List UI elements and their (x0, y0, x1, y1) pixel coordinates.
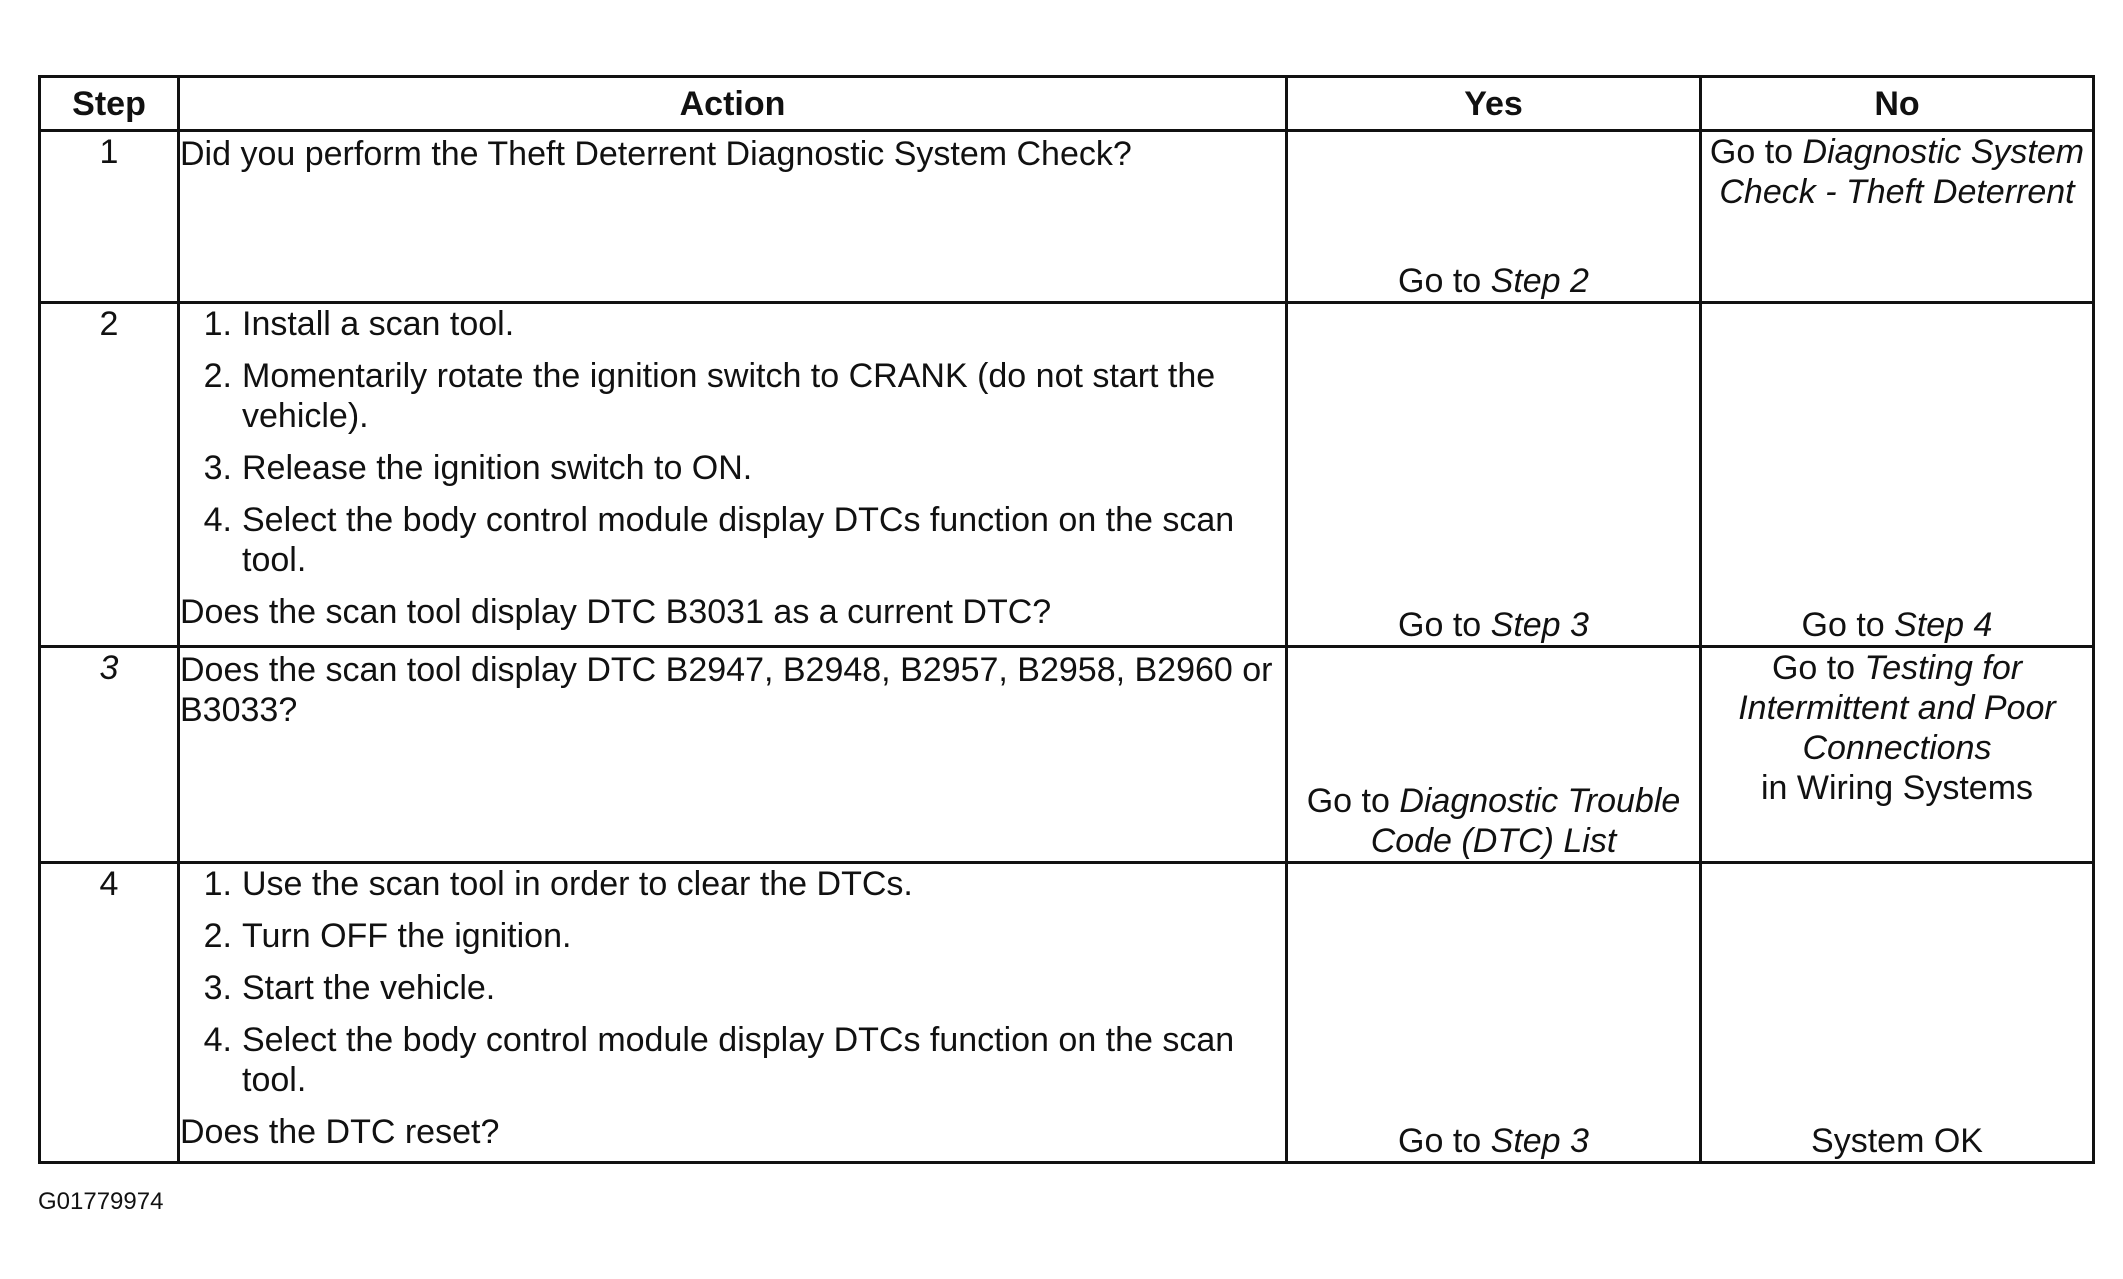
action-question: Does the scan tool display DTC B2947, B2948, B2957, B2958, B2960 or B3033? (180, 651, 1273, 729)
no-cell (1701, 863, 2094, 1163)
yes-prefix: Go to (1398, 1122, 1491, 1160)
no-suffix: in Wiring Systems (1760, 769, 2034, 807)
yes-link-step-3[interactable]: Step 3 (1490, 1122, 1589, 1160)
no-result-text: System OK (1811, 1122, 1983, 1160)
list-item: 1. Use the scan tool in order to clear the DTCs. (203, 865, 913, 903)
table-header-row (40, 77, 2094, 131)
header-no: No (1701, 77, 2094, 131)
action-cell (179, 131, 1287, 303)
action-steps-list (180, 304, 1285, 580)
action-question: Does the DTC reset? (180, 1113, 500, 1151)
no-cell (1701, 647, 2094, 863)
yes-prefix: Go to (1398, 262, 1491, 300)
no-prefix: Go to (1771, 649, 1865, 687)
list-item: 2. Momentarily rotate the ignition switch to CRANK (do not start the vehicle). (203, 357, 1216, 435)
yes-link-dtc-list[interactable]: Diagnostic Trouble Code (DTC) List (1370, 782, 1681, 860)
list-item: 2. Turn OFF the ignition. (203, 917, 572, 955)
no-link-diagnostic-system-check[interactable]: Diagnostic System Check - Theft Deterrent (1719, 133, 2085, 211)
step-number: 3 (40, 647, 179, 863)
no-link-step-4[interactable]: Step 4 (1894, 606, 1993, 644)
header-action: Action (179, 77, 1287, 131)
no-cell (1701, 303, 2094, 647)
action-question: Does the scan tool display DTC B3031 as a current DTC? (180, 593, 1052, 631)
no-prefix: Go to (1709, 133, 1803, 171)
header-yes: Yes (1287, 77, 1701, 131)
yes-cell (1287, 303, 1701, 647)
step-number: 4 (40, 863, 179, 1163)
yes-link-step-2[interactable]: Step 2 (1490, 262, 1589, 300)
list-item: 3. Release the ignition switch to ON. (203, 449, 753, 487)
list-item: 4. Select the body control module display DTCs function on the scan tool. (203, 501, 1235, 579)
table-row (40, 131, 2094, 303)
step-number: 1 (40, 131, 179, 303)
yes-prefix: Go to (1306, 782, 1400, 820)
list-item: 4. Select the body control module display DTCs function on the scan tool. (203, 1021, 1235, 1099)
no-cell (1701, 131, 2094, 303)
diagnostic-table (38, 75, 2095, 1164)
action-cell (179, 863, 1287, 1163)
table-row (40, 303, 2094, 647)
yes-cell (1287, 131, 1701, 303)
step-number: 2 (40, 303, 179, 647)
action-question: Did you perform the Theft Deterrent Diagnostic System Check? (180, 135, 1132, 173)
yes-prefix: Go to (1398, 606, 1491, 644)
action-cell (179, 647, 1287, 863)
yes-cell (1287, 647, 1701, 863)
no-link-testing-intermittent[interactable]: Testing for Intermittent and Poor Connections (1738, 649, 2056, 767)
action-cell (179, 303, 1287, 647)
list-item: 1. Install a scan tool. (203, 305, 515, 343)
list-item: 3. Start the vehicle. (203, 969, 496, 1007)
yes-link-step-3[interactable]: Step 3 (1490, 606, 1589, 644)
figure-id: G01779974 (38, 1188, 164, 1215)
header-step: Step (40, 77, 179, 131)
table-row (40, 647, 2094, 863)
action-steps-list (180, 864, 1285, 1100)
table-row (40, 863, 2094, 1163)
no-prefix: Go to (1801, 606, 1895, 644)
yes-cell (1287, 863, 1701, 1163)
